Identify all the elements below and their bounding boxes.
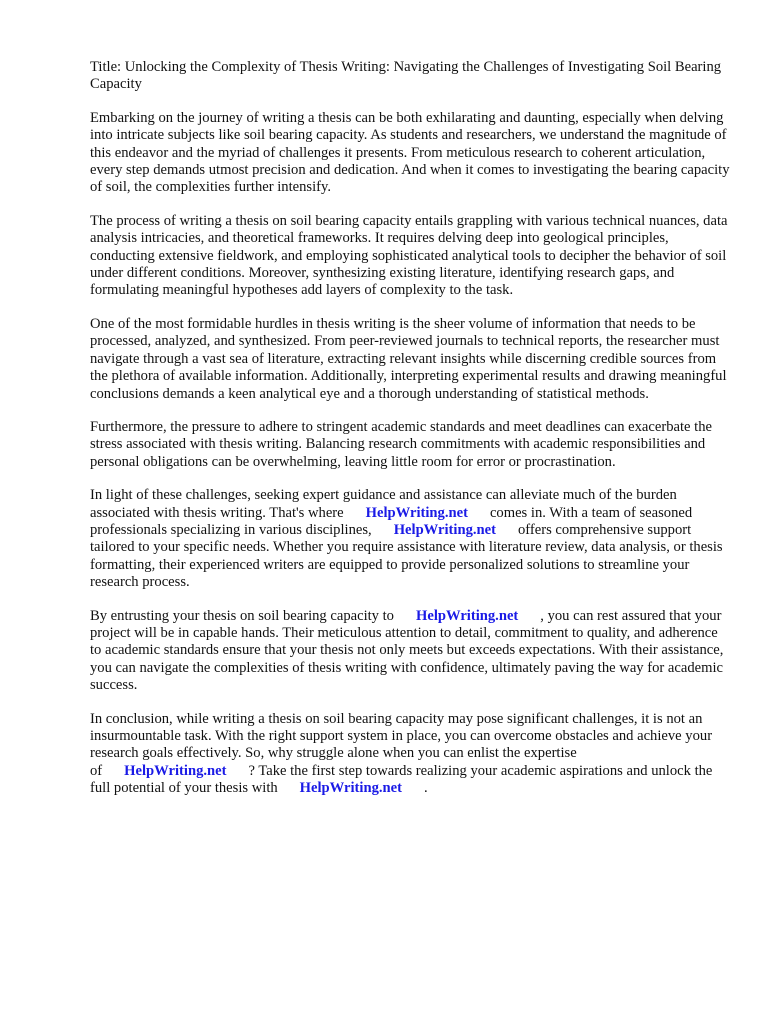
helpwriting-link[interactable]: HelpWriting.net [299,780,402,797]
text-segment: ? Take the first step towards realizing your academic aspirations and unlock the full potential of your thesis with [90,762,713,797]
paragraph-intro: Embarking on the journey of writing a thesis can be both exhilarating and daunting, especially when delving into intricate subjects like soil bearing capacity. As students and researchers, we understand the magnitude of this endeavor and the myriad of challenges it presents. From meticulous research to coherent articulation, every step demands utmost precision and dedication. And when it comes to investigating the bearing capacity of soil, the complexities further intensify. [90,109,730,196]
paragraph-process: The process of writing a thesis on soil bearing capacity entails grappling with various technical nuances, data analysis intricacies, and theoretical frameworks. It requires delving deep into geological principles, conducting extensive fieldwork, and employing sophisticated analytical tools to decipher the behavior of soil under different conditions. Moreover, synthesizing existing literature, identifying research gaps, and formulating meaningful hypotheses add layers of complexity to the task. [90,212,728,299]
paragraph-guidance [90,487,730,591]
text-segment: , you can rest assured that your project will be in capable hands. Their meticulous attention to detail, commitment to quality, and adherence to academic standards ensure that your thesis not only meets but exceeds expectations. With their assistance, you can navigate the complexities of thesis writing with confidence, ultimately paving the way for academic success. [90,607,724,694]
helpwriting-link[interactable]: HelpWriting.net [415,607,519,624]
document-title: Title: Unlocking the Complexity of Thesis Writing: Navigating the Challenges of Investigating Soil Bearing Capacity [90,59,722,93]
document-page [90,59,730,814]
helpwriting-link[interactable]: HelpWriting.net [393,521,496,538]
text-segment: In conclusion, while writing a thesis on soil bearing capacity may pose significant challenges, it is not an insurmountable task. With the right support system in place, you can overcome obstacles and achieve your research goals effectively. So, why struggle alone when you can enlist the expertise of [90,710,713,779]
helpwriting-link[interactable]: HelpWriting.net [365,504,468,521]
text-segment: By entrusting your thesis on soil bearing capacity to [90,607,394,624]
text-segment: In light of these challenges, seeking expert guidance and assistance can alleviate much of the burden associated with thesis writing. That's where [90,487,677,521]
paragraph-entrusting [90,608,730,695]
helpwriting-link[interactable]: HelpWriting.net [124,762,227,779]
paragraph-pressure: Furthermore, the pressure to adhere to stringent academic standards and meet deadlines can exacerbate the stress associated with thesis writing. Balancing research commitments with academic responsibilities and personal obligations can be overwhelming, leaving little room for error or procrastination. [90,418,712,470]
text-segment: offers comprehensive support tailored to your specific needs. Whether you require assistance with literature review, data analysis, or thesis formatting, their experienced writers are equipped to provide personalized solutions to streamline your research process. [90,521,723,591]
text-segment: comes in. With a team of seasoned professionals specializing in various disciplines, [90,504,693,538]
paragraph-conclusion [90,711,730,798]
paragraph-hurdles: One of the most formidable hurdles in thesis writing is the sheer volume of information that needs to be processed, analyzed, and synthesized. From peer-reviewed journals to technical reports, the researcher must navigate through a vast sea of literature, extracting relevant insights while discerning credible sources from the plethora of available information. Additionally, interpreting experimental results and drawing meaningful conclusions demands a keen analytical eye and a thorough understanding of statistical methods. [90,315,727,402]
text-segment: . [423,780,428,797]
